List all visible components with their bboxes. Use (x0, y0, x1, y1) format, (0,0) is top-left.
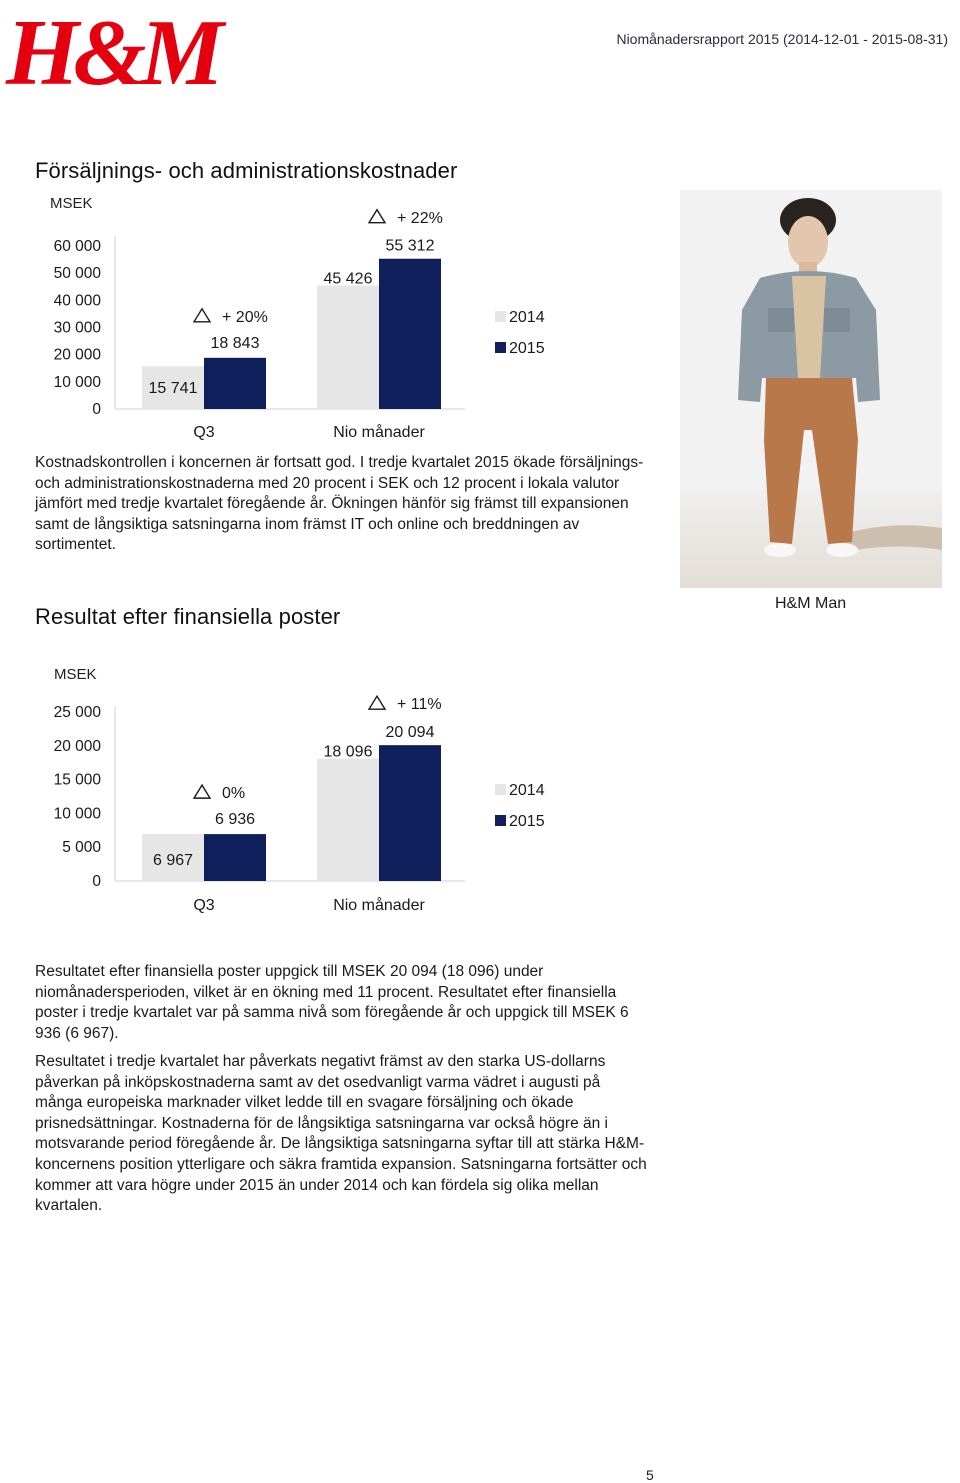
report-title: Niomånadersrapport 2015 (2014-12-01 - 2015-08-31) (616, 31, 948, 47)
bar-2014 (317, 759, 379, 881)
bar-2015 (379, 745, 441, 881)
legend-label-2014: 2014 (509, 309, 545, 326)
page-number: 5 (646, 1467, 654, 1483)
section-title-result: Resultat efter finansiella poster (35, 604, 341, 629)
data-label-2015: 6 936 (214, 811, 256, 829)
data-label-2014: 18 096 (323, 743, 373, 761)
hm-man-photo (680, 190, 942, 588)
y-tick-label: 10 000 (53, 373, 101, 391)
unit-label-result: MSEK (54, 666, 97, 683)
legend-label-2015: 2015 (509, 813, 545, 830)
bar-2015 (204, 834, 266, 881)
y-tick-label: 20 000 (53, 737, 101, 755)
photo-caption: H&M Man (775, 595, 847, 612)
y-tick-label: 0 (92, 873, 101, 890)
y-tick-label: 15 000 (53, 771, 101, 789)
legend-label-2014: 2014 (509, 782, 545, 799)
y-tick-label: 5 000 (62, 839, 101, 857)
bar-2015 (379, 259, 441, 409)
bar-2014 (317, 286, 379, 409)
result-chart (30, 696, 570, 920)
delta-icon (369, 210, 385, 223)
y-tick-label: 30 000 (53, 319, 101, 337)
delta-icon (194, 309, 210, 322)
y-tick-label: 10 000 (53, 805, 101, 823)
y-tick-label: 50 000 (53, 265, 101, 283)
sga-paragraph: Kostnadskontrollen i koncernen är fortsatt god. I tredje kvartalet 2015 ökade försäljnings- och administrationskostnaderna med 20 procent i SEK och 12 procent i lokala valutor jämfört med tredje kvartalet föregående år. Ökningen hänför sig främst till expansionen samt de långsiktiga satsningarna inom främst IT och online och breddningen av sortimentet. (35, 454, 644, 554)
delta-icon (369, 696, 385, 709)
y-tick-label: 40 000 (53, 292, 101, 310)
delta-icon (194, 785, 210, 798)
section-title-sga: Försäljnings- och administrationskostnader (35, 158, 458, 183)
logo-text: H&M (6, 1, 218, 105)
result-paragraph-1: Resultatet efter finansiella poster uppgick till MSEK 20 094 (18 096) under niomånadersperioden, vilket är en ökning med 11 procent. Resultatet efter finansiella poster i tredje kvartalet var på samma nivå som föregående år och uppgick till MSEK 6 936 (6 967). (35, 963, 629, 1042)
data-label-2014: 6 967 (152, 852, 194, 869)
y-tick-label: 60 000 (53, 238, 101, 255)
data-label-2015: 18 843 (210, 334, 260, 352)
y-tick-label: 25 000 (53, 704, 101, 721)
category-label: Nio månader (333, 424, 425, 441)
data-label-2014: 45 426 (323, 270, 373, 288)
change-label: 0% (222, 785, 246, 803)
category-label: Nio månader (333, 897, 425, 914)
legend-swatch-2015 (495, 342, 506, 353)
legend-swatch-2014 (495, 784, 506, 795)
y-tick-label: 0 (92, 401, 101, 418)
legend-label-2015: 2015 (509, 340, 545, 357)
category-label: Q3 (193, 424, 215, 441)
data-label-2015: 55 312 (385, 237, 435, 255)
change-label: + 22% (397, 209, 443, 227)
legend-swatch-2015 (495, 815, 506, 826)
y-tick-label: 20 000 (53, 346, 101, 364)
data-label-2015: 20 094 (385, 724, 435, 742)
sga-cost-chart (30, 209, 570, 445)
data-label-2014: 15 741 (148, 380, 198, 397)
change-label: + 11% (397, 696, 442, 714)
category-label: Q3 (193, 897, 215, 914)
hm-logo (4, 1, 218, 105)
unit-label-sga: MSEK (50, 195, 93, 212)
bar-2015 (204, 358, 266, 409)
change-label: + 20% (222, 308, 268, 326)
result-paragraph-2: Resultatet i tredje kvartalet har påverkats negativt främst av den starka US-dollarns påverkan på inköpskostnaderna samt av det osedvanligt varma vädret i augusti på många europeiska marknader vilket ledde till en svagare försäljning och ökade prisnedsättningar. Kostnaderna för de långsiktiga satsningarna var också högre än i motsvarande period föregående år. De långsiktiga satsningarna syftar till att stärka H&M-koncernens position ytterligare och säkra framtida expansion. Satsningarna fortsätter och kommer att vara högre under 2015 än under 2014 och kan fördela sig olika mellan kvartalen. (35, 1053, 647, 1215)
legend-swatch-2014 (495, 311, 506, 322)
